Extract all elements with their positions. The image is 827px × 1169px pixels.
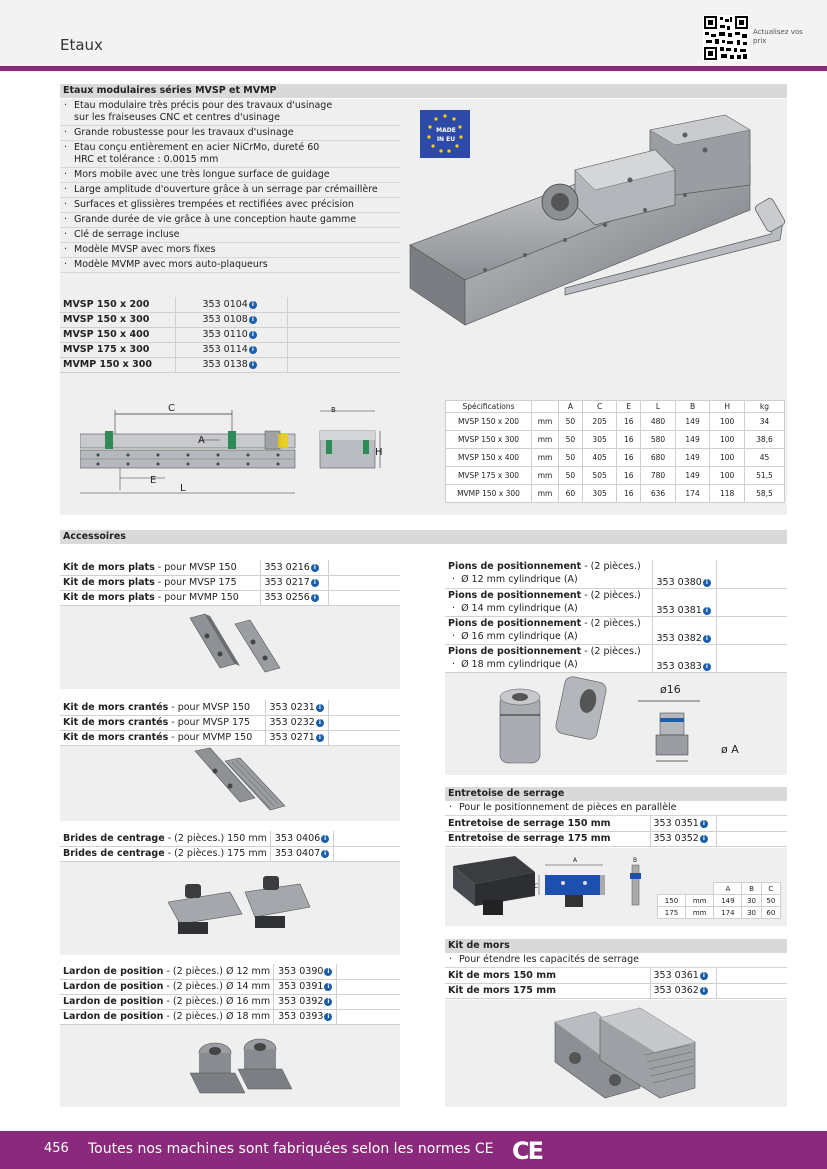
item-ref: 353 0380 xyxy=(656,576,702,588)
column-header: A xyxy=(559,401,583,413)
page-title: Etaux xyxy=(60,36,103,54)
item-name: Lardon de position xyxy=(63,965,164,977)
info-icon[interactable]: i xyxy=(321,835,329,843)
table-cell: 51,5 xyxy=(744,467,784,485)
info-icon[interactable]: i xyxy=(700,835,708,843)
table-cell: 118 xyxy=(710,485,745,503)
item-description: - pour MVSP 175 xyxy=(168,717,251,728)
table-row xyxy=(445,831,787,846)
feature-item: · Grande robustesse pour les travaux d'usinage xyxy=(60,126,400,141)
column-header: C xyxy=(761,883,780,895)
jaw-kit-section-title: Kit de mors xyxy=(445,939,787,953)
table-cell: 780 xyxy=(641,467,676,485)
table-cell: MVSP 175 x 300 xyxy=(446,467,532,485)
item-subtitle: Ø 16 mm cylindrique (A) xyxy=(461,630,578,642)
tenons-table xyxy=(60,964,400,1025)
item-description: - (2 pièces.) Ø 16 mm xyxy=(163,996,271,1007)
table-row xyxy=(60,357,400,372)
centering-clamps-table xyxy=(60,831,400,862)
info-icon[interactable]: i xyxy=(311,579,319,587)
jaw-kit-table xyxy=(445,968,787,999)
item-name: Kit de mors 175 mm xyxy=(448,985,557,996)
item-description: - pour MVSP 150 xyxy=(168,701,251,713)
dim-label-a: A xyxy=(198,435,205,446)
model-table xyxy=(60,297,400,373)
item-name: Entretoise de serrage 150 mm xyxy=(448,817,611,829)
qr-code[interactable] xyxy=(703,15,749,61)
info-icon[interactable]: i xyxy=(316,704,324,712)
spacer-dim-c: C xyxy=(534,883,539,890)
item-ref: 353 0231 xyxy=(269,701,315,713)
column-header: E xyxy=(617,401,641,413)
table-cell: 149 xyxy=(675,431,710,449)
table-row xyxy=(446,485,785,503)
page-footer xyxy=(0,1131,827,1169)
info-icon[interactable]: i xyxy=(324,998,332,1006)
item-name: Pions de positionnement xyxy=(448,589,582,601)
table-cell: 30 xyxy=(742,895,761,907)
item-ref: 353 0381 xyxy=(656,604,702,616)
table-cell: mm xyxy=(532,449,559,467)
spacer-section-title: Entretoise de serrage xyxy=(445,787,787,801)
page-number: 456 xyxy=(44,1141,69,1156)
table-cell: MVSP 150 x 200 xyxy=(446,413,532,431)
badge-line: IN EU xyxy=(436,136,456,143)
info-icon[interactable]: i xyxy=(249,361,257,369)
info-icon[interactable]: i xyxy=(324,968,332,976)
item-name: Pions de positionnement xyxy=(448,617,582,629)
model-name: MVSP 150 x 400 xyxy=(60,327,175,342)
info-icon[interactable]: i xyxy=(311,594,319,602)
table-row xyxy=(60,297,400,312)
spacer-dim-b: B xyxy=(633,857,638,864)
feature-item: · Etau modulaire très précis pour des travaux d'usinage sur les fraiseuses CNC et centres d'usinage xyxy=(60,99,400,126)
item-description: - (2 pièces.) 175 mm xyxy=(164,848,267,859)
model-ref: 353 0108 xyxy=(202,314,248,325)
table-row xyxy=(60,994,400,1009)
feature-item: · Grande durée de vie grâce à une conception haute gamme xyxy=(60,213,400,228)
table-cell: 205 xyxy=(582,413,617,431)
table-cell: 38,6 xyxy=(744,431,784,449)
item-ref: 353 0361 xyxy=(653,969,699,981)
vise-dimension-drawing xyxy=(80,398,420,498)
feature-item: · Modèle MVMP avec mors auto-plaqueurs xyxy=(60,258,400,273)
spacer-bullets xyxy=(445,801,787,816)
dim-label-b: B xyxy=(331,406,336,414)
item-name: Kit de mors crantés xyxy=(63,732,169,743)
item-description: - (2 pièces.) xyxy=(581,589,641,601)
info-icon[interactable]: i xyxy=(324,983,332,991)
item-name: Kit de mors plats xyxy=(63,592,155,603)
item-description: - (2 pièces.) Ø 12 mm xyxy=(163,965,271,977)
table-cell: mm xyxy=(685,895,713,907)
table-cell: MVSP 150 x 400 xyxy=(446,449,532,467)
model-name: MVMP 150 x 300 xyxy=(60,357,175,372)
jaw-kit-bullets xyxy=(445,953,787,968)
model-ref: 353 0138 xyxy=(202,359,248,370)
table-cell: 174 xyxy=(714,907,742,919)
item-ref: 353 0382 xyxy=(656,632,702,644)
column-header: A xyxy=(714,883,742,895)
table-cell: 149 xyxy=(675,467,710,485)
feature-item: · Mors mobile avec une très longue surface de guidage xyxy=(60,168,400,183)
item-name: Kit de mors 150 mm xyxy=(448,969,557,981)
table-row xyxy=(60,964,400,979)
item-subtitle: Ø 14 mm cylindrique (A) xyxy=(461,602,578,614)
info-icon[interactable]: i xyxy=(703,635,711,643)
info-icon[interactable]: i xyxy=(311,564,319,572)
table-row xyxy=(60,1009,400,1024)
item-ref: 353 0392 xyxy=(278,996,324,1007)
item-description: - (2 pièces.) Ø 18 mm xyxy=(163,1011,271,1022)
jaw-kit-feature: · Pour étendre les capacités de serrage xyxy=(445,953,787,968)
item-ref: 353 0383 xyxy=(656,660,702,672)
table-cell: 405 xyxy=(582,449,617,467)
spacer-image-panel xyxy=(445,848,787,926)
table-row xyxy=(60,342,400,357)
info-icon[interactable]: i xyxy=(321,850,329,858)
table-cell: 505 xyxy=(582,467,617,485)
item-ref: 353 0217 xyxy=(264,577,310,588)
model-name: MVSP 175 x 300 xyxy=(60,342,175,357)
table-cell: mm xyxy=(685,907,713,919)
info-icon[interactable]: i xyxy=(249,301,257,309)
item-name: Lardon de position xyxy=(63,981,164,992)
table-cell: 149 xyxy=(714,895,742,907)
accessories-section-title: Accessoires xyxy=(60,530,787,544)
item-subtitle: Ø 12 mm cylindrique (A) xyxy=(461,574,578,585)
item-name: Entretoise de serrage 175 mm xyxy=(448,833,611,844)
table-cell: mm xyxy=(532,413,559,431)
item-name: Lardon de position xyxy=(63,1011,164,1022)
model-ref: 353 0110 xyxy=(202,329,248,340)
table-cell: 60 xyxy=(761,907,780,919)
dim-label-e: E xyxy=(150,475,157,486)
table-row xyxy=(446,467,785,485)
info-icon[interactable]: i xyxy=(249,346,257,354)
table-cell: 34 xyxy=(744,413,784,431)
header-accent-bar xyxy=(0,66,827,71)
table-cell: 45 xyxy=(744,449,784,467)
spec-table xyxy=(445,400,785,503)
table-cell: mm xyxy=(532,431,559,449)
flat-jaws-table xyxy=(60,560,400,606)
table-cell: 30 xyxy=(742,907,761,919)
table-cell: 58,5 xyxy=(744,485,784,503)
info-icon[interactable]: i xyxy=(703,607,711,615)
column-header: C xyxy=(582,401,617,413)
table-cell: 580 xyxy=(641,431,676,449)
item-name: Kit de mors plats xyxy=(63,561,155,573)
dim-label-c: C xyxy=(168,403,175,414)
table-cell: 150 xyxy=(658,895,686,907)
table-cell: 50 xyxy=(559,431,583,449)
item-description: - (2 pièces.) xyxy=(581,645,641,657)
table-cell: 636 xyxy=(641,485,676,503)
table-cell: 175 xyxy=(658,907,686,919)
jaw-kit-image xyxy=(445,1000,787,1107)
item-description: - (2 pièces.) Ø 14 mm xyxy=(163,981,271,992)
page-header xyxy=(0,0,827,72)
item-name: Kit de mors crantés xyxy=(63,717,169,728)
item-ref: 353 0390 xyxy=(278,965,324,977)
table-cell: 16 xyxy=(617,467,641,485)
column-header: B xyxy=(675,401,710,413)
table-row xyxy=(446,431,785,449)
table-cell: mm xyxy=(532,467,559,485)
table-row xyxy=(60,312,400,327)
table-cell: 680 xyxy=(641,449,676,467)
table-row xyxy=(60,730,400,745)
table-row: Pions de positionnement - (2 pièces.) · Ø 18 mm cylindrique (A) 353 0383 i xyxy=(445,644,787,672)
table-row xyxy=(445,983,787,998)
table-cell: 100 xyxy=(710,413,745,431)
item-ref: 353 0406 xyxy=(274,832,321,844)
badge-line: MADE xyxy=(436,127,456,134)
table-row xyxy=(60,575,400,590)
notched-jaws-image xyxy=(60,746,400,821)
table-row xyxy=(446,449,785,467)
table-row: Pions de positionnement - (2 pièces.) · Ø 12 mm cylindrique (A) 353 0380 i xyxy=(445,560,787,588)
item-description: - (2 pièces.) 150 mm xyxy=(164,832,267,844)
pin-label-da: ø A xyxy=(721,743,739,756)
item-name: Brides de centrage xyxy=(63,848,165,859)
vise-illustration xyxy=(405,110,790,350)
centering-clamps-image xyxy=(60,862,400,955)
main-section-title: Etaux modulaires séries MVSP et MVMP xyxy=(60,84,787,98)
table-row xyxy=(60,327,400,342)
table-row xyxy=(446,413,785,431)
table-cell: 480 xyxy=(641,413,676,431)
notched-jaws-table xyxy=(60,700,400,746)
spacer-image xyxy=(445,848,655,926)
table-cell: 50 xyxy=(559,449,583,467)
column-header xyxy=(532,401,559,413)
item-description: - (2 pièces.) xyxy=(581,561,641,572)
table-cell: 16 xyxy=(617,449,641,467)
table-cell: 16 xyxy=(617,485,641,503)
item-name: Pions de positionnement xyxy=(448,645,582,657)
model-ref: 353 0114 xyxy=(202,344,248,355)
jaw-kit-image-panel xyxy=(445,1000,787,1107)
table-cell: 50 xyxy=(559,467,583,485)
model-ref: 353 0104 xyxy=(202,298,248,310)
tenons-image xyxy=(60,1025,400,1107)
feature-list xyxy=(60,99,400,273)
info-icon[interactable]: i xyxy=(316,734,324,742)
item-description: - (2 pièces.) xyxy=(581,617,641,629)
qr-note: Actualisez vos prix xyxy=(753,28,803,45)
pins-table xyxy=(445,560,787,673)
table-row xyxy=(60,979,400,994)
info-icon[interactable]: i xyxy=(249,316,257,324)
flat-jaws-image-panel xyxy=(60,606,400,689)
table-cell: 149 xyxy=(675,413,710,431)
model-name: MVSP 150 x 300 xyxy=(60,312,175,327)
info-icon[interactable]: i xyxy=(249,331,257,339)
table-header-row xyxy=(446,401,785,413)
table-row: Pions de positionnement - (2 pièces.) · Ø 16 mm cylindrique (A) 353 0382 i xyxy=(445,616,787,644)
item-description: - pour MVSP 150 xyxy=(154,561,237,573)
centering-clamps-image-panel xyxy=(60,862,400,955)
table-row xyxy=(60,590,400,605)
table-cell: mm xyxy=(532,485,559,503)
table-cell: 305 xyxy=(582,431,617,449)
column-header: B xyxy=(742,883,761,895)
table-header-row xyxy=(658,883,781,895)
table-row xyxy=(60,700,400,715)
flat-jaws-image xyxy=(60,606,400,689)
dim-label-h: H xyxy=(375,447,383,458)
item-name: Brides de centrage xyxy=(63,832,165,844)
item-ref: 353 0362 xyxy=(653,985,699,996)
item-ref: 353 0271 xyxy=(269,732,315,743)
table-row xyxy=(60,831,400,846)
feature-item: · Surfaces et glissières trempées et rectifiées avec précision xyxy=(60,198,400,213)
tenons-image-panel xyxy=(60,1025,400,1107)
info-icon[interactable]: i xyxy=(316,719,324,727)
item-subtitle: Ø 18 mm cylindrique (A) xyxy=(461,658,578,670)
column-header: kg xyxy=(744,401,784,413)
item-name: Kit de mors crantés xyxy=(63,701,169,713)
table-row xyxy=(445,968,787,983)
ce-mark: CE xyxy=(512,1137,543,1165)
info-icon[interactable]: i xyxy=(700,820,708,828)
pin-label-d16: ø16 xyxy=(660,683,681,696)
item-name: Pions de positionnement xyxy=(448,561,582,572)
column-header xyxy=(658,883,686,895)
table-cell: 16 xyxy=(617,413,641,431)
item-name: Lardon de position xyxy=(63,996,164,1007)
column-header: L xyxy=(641,401,676,413)
spacer-feature: · Pour le positionnement de pièces en parallèle xyxy=(445,801,787,816)
item-ref: 353 0351 xyxy=(653,817,699,829)
table-row xyxy=(60,846,400,861)
table-cell: 149 xyxy=(675,449,710,467)
feature-item: · Large amplitude d'ouverture grâce à un serrage par crémaillère xyxy=(60,183,400,198)
pins-image-panel xyxy=(445,673,787,775)
table-cell: 100 xyxy=(710,431,745,449)
footer-text: Toutes nos machines sont fabriquées selon les normes CE xyxy=(88,1141,494,1157)
table-cell: 305 xyxy=(582,485,617,503)
spacer-dim-a: A xyxy=(573,857,578,864)
table-cell: MVMP 150 x 300 xyxy=(446,485,532,503)
pins-image xyxy=(445,673,787,775)
feature-item: · Modèle MVSP avec mors fixes xyxy=(60,243,400,258)
table-row xyxy=(60,715,400,730)
info-icon[interactable]: i xyxy=(703,663,711,671)
item-ref: 353 0407 xyxy=(274,848,321,859)
item-ref: 353 0216 xyxy=(264,561,310,573)
column-header xyxy=(685,883,713,895)
table-cell: 100 xyxy=(710,467,745,485)
table-cell: 60 xyxy=(559,485,583,503)
table-cell: 100 xyxy=(710,449,745,467)
table-row xyxy=(445,816,787,831)
item-ref: 353 0393 xyxy=(278,1011,324,1022)
item-ref: 353 0391 xyxy=(278,981,324,992)
spacer-dims-table xyxy=(657,882,781,919)
spacer-table xyxy=(445,816,787,847)
table-cell: 50 xyxy=(761,895,780,907)
feature-item: · Etau conçu entièrement en acier NiCrMo, dureté 60 HRC et tolérance : 0.0015 mm xyxy=(60,141,400,168)
table-row: Pions de positionnement - (2 pièces.) · Ø 14 mm cylindrique (A) 353 0381 i xyxy=(445,588,787,616)
table-cell: 16 xyxy=(617,431,641,449)
table-row xyxy=(60,560,400,575)
info-icon[interactable]: i xyxy=(700,987,708,995)
item-description: - pour MVMP 150 xyxy=(168,732,253,743)
item-name: Kit de mors plats xyxy=(63,577,155,588)
table-cell: 174 xyxy=(675,485,710,503)
notched-jaws-image-panel xyxy=(60,746,400,821)
item-ref: 353 0256 xyxy=(264,592,310,603)
column-header: H xyxy=(710,401,745,413)
table-cell: 50 xyxy=(559,413,583,431)
dim-label-l: L xyxy=(180,483,186,494)
table-row xyxy=(658,895,781,907)
info-icon[interactable]: i xyxy=(703,579,711,587)
info-icon[interactable]: i xyxy=(700,972,708,980)
item-ref: 353 0352 xyxy=(653,833,699,844)
info-icon[interactable]: i xyxy=(324,1013,332,1021)
model-name: MVSP 150 x 200 xyxy=(60,297,175,312)
column-header: Spécifications xyxy=(446,401,532,413)
table-row xyxy=(658,907,781,919)
feature-item: · Clé de serrage incluse xyxy=(60,228,400,243)
item-description: - pour MVSP 175 xyxy=(154,577,237,588)
table-cell: MVSP 150 x 300 xyxy=(446,431,532,449)
item-ref: 353 0232 xyxy=(269,717,315,728)
item-description: - pour MVMP 150 xyxy=(154,592,239,603)
